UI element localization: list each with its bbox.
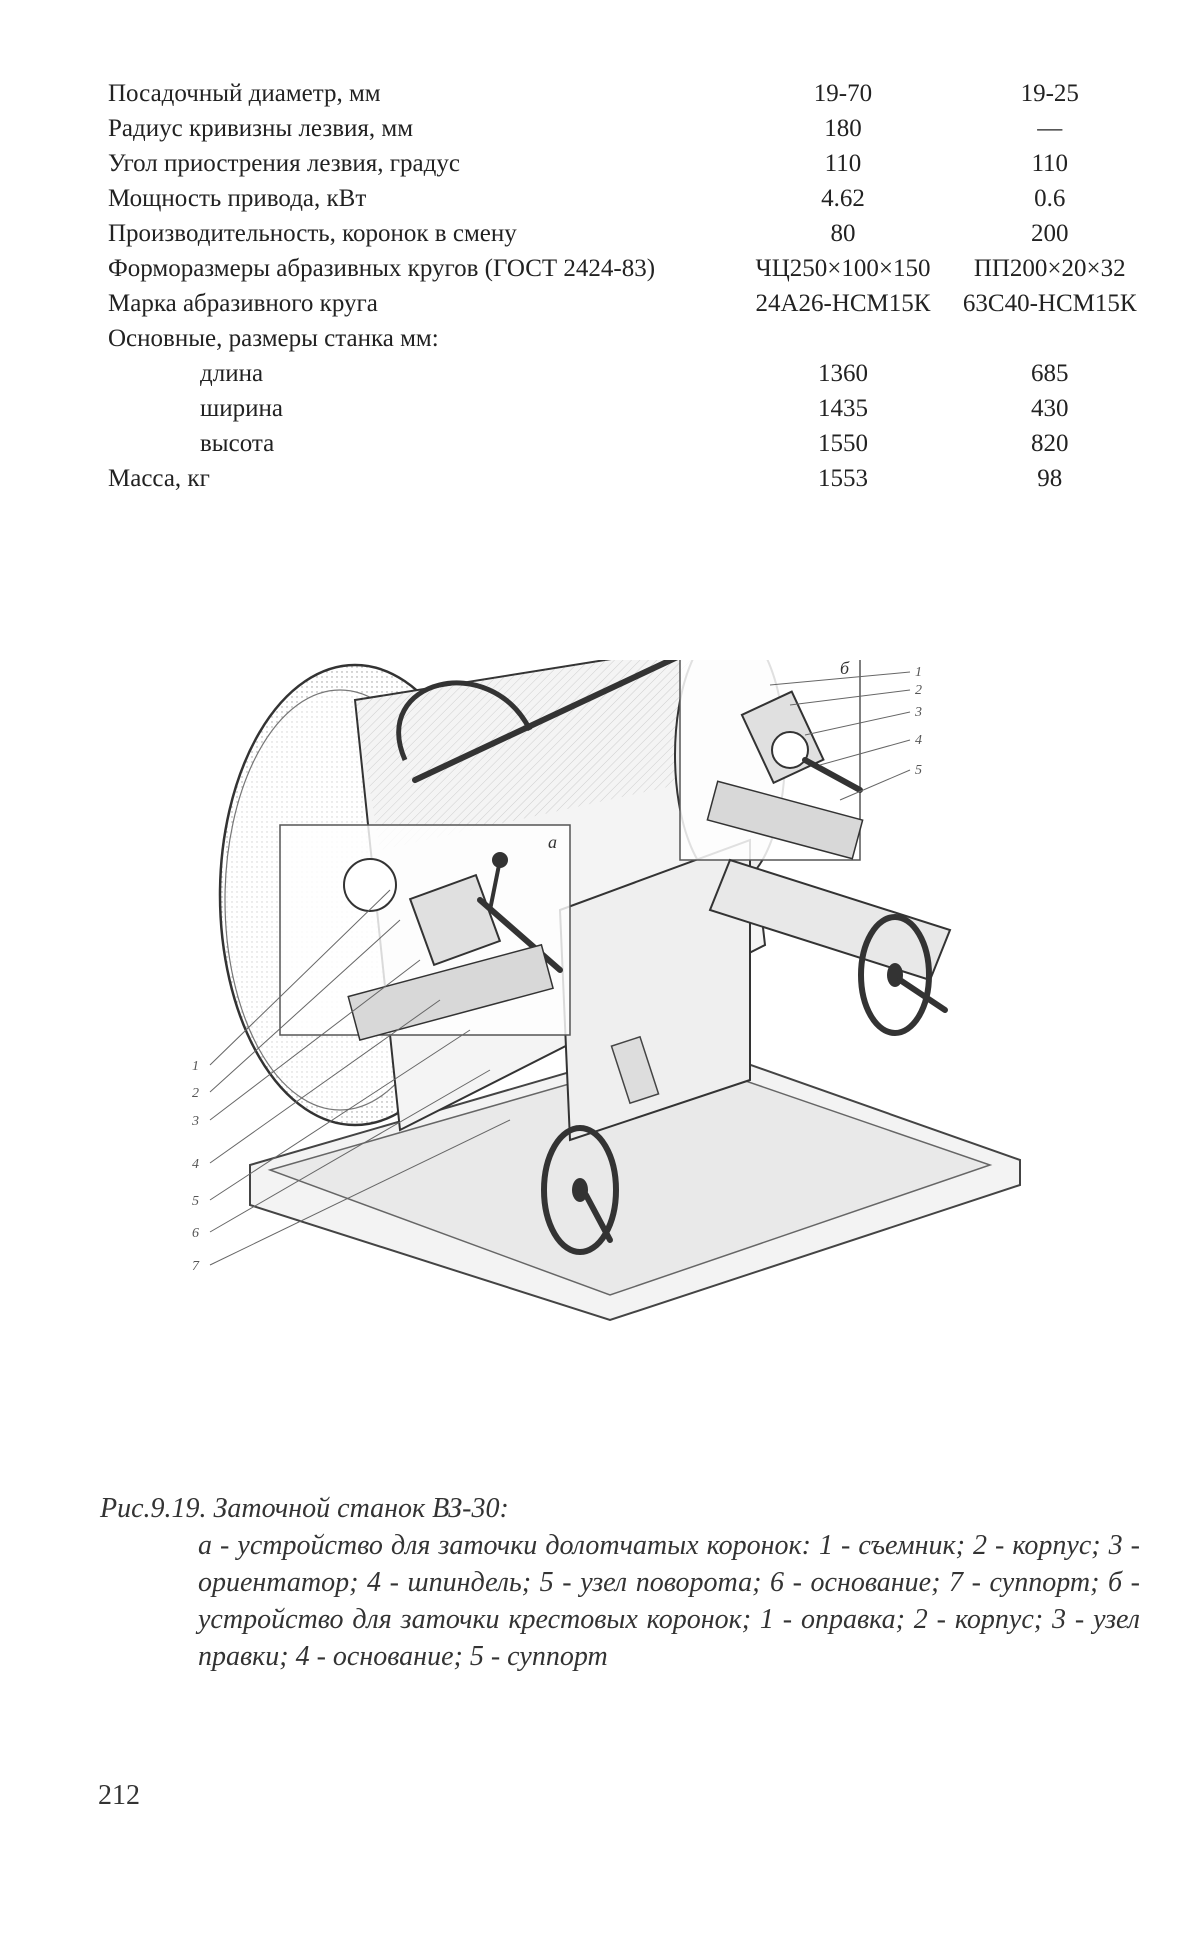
spec-value-1: 1360 [817,360,868,387]
spec-label: Радиус кривизны лезвия, мм [108,115,414,142]
spec-value-2: 685 [1030,360,1069,387]
spec-label: Масса, кг [108,465,210,492]
callout-right-4: 4 [915,733,922,748]
spec-value-1: 24А26-НСМ15К [755,290,931,317]
spec-value-2: 63С40-НСМ15К [962,290,1137,317]
spec-value-1 [734,321,951,356]
spec-value-1: 1550 [817,430,868,457]
spec-label: высота [200,430,275,457]
spec-value-2: 19-25 [1020,80,1079,107]
callout-left-1: 1 [192,1059,199,1074]
spec-label: ширина [200,395,283,422]
spec-value-2: 430 [1030,395,1069,422]
spec-value-1: 19-70 [813,80,873,107]
detail-label-a: а [548,832,557,852]
spec-value-1: 180 [824,115,862,142]
spec-label: Мощность привода, кВт [108,185,367,212]
callout-left-2: 2 [192,1086,199,1101]
spindle-b [772,732,808,768]
callout-left-5: 5 [192,1194,199,1209]
spec-value-2: ПП200×20×32 [973,255,1126,282]
spec-label: Посадочный диаметр, мм [108,80,381,107]
spec-row [108,76,1148,111]
callout-right-2: 2 [915,683,922,698]
spec-row [108,146,1148,181]
spec-label: Угол приострения лезвия, градус [108,150,460,177]
callout-right-5: 5 [915,763,922,778]
spec-label: Основные, размеры станка мм: [108,325,439,352]
spec-value-2 [951,321,1148,356]
specifications-table [108,76,1148,496]
spec-row [108,321,1148,356]
spec-label: Формоpазмеры абразивных кругов (ГОСТ 2424-83) [108,255,656,282]
spec-row [108,216,1148,251]
spec-row [108,286,1148,321]
spec-row [108,426,1148,461]
caption-title: Рис.9.19. Заточной станок ВЗ-30: [100,1493,509,1524]
callout-right-3: 3 [915,705,922,720]
spec-label: Марка абразивного круга [108,290,378,317]
figure-caption [100,1490,1140,1675]
spec-value-1: 1435 [817,395,868,422]
grinding-machine-illustration [190,660,1150,1430]
caption-text: а - устройство для заточки долотчатых коронок: 1 - съемник; 2 - корпус; 3 - ориентатор; 4 - шпиндель; 5 - узел поворота; 6 - основание; 7 - суппорт; б - устройство для заточки крестовых коронок; 1 - оправка; 2 - корпус; 3 - узел правки; 4 - основание; 5 - суппорт [198,1530,1140,1672]
spec-value-1: 4.62 [821,185,865,212]
spec-value-1: 110 [824,150,862,177]
spec-value-2: 200 [1030,220,1069,247]
callout-left-6: 6 [192,1226,199,1241]
spec-row [108,181,1148,216]
spec-value-1: 1553 [817,465,868,492]
callout-left-3: 3 [192,1114,199,1129]
spec-value-2: 0.6 [1034,185,1066,212]
spec-value-2: — [1037,115,1063,142]
page-number: 212 [98,1780,140,1811]
callout-right-1: 1 [915,665,922,680]
spec-label: длина [200,360,264,387]
spec-value-2: 98 [1037,465,1063,492]
callout-left-7: 7 [192,1259,199,1274]
spec-row [108,391,1148,426]
spec-row [108,111,1148,146]
machine-figure [190,660,1150,1430]
spindle-a [344,859,396,911]
spec-value-2: 110 [1031,150,1069,177]
spec-row [108,356,1148,391]
spec-value-1: ЧЦ250×100×150 [755,255,931,282]
spec-value-1: 80 [830,220,856,247]
spec-row [108,251,1148,286]
callout-left-4: 4 [192,1157,199,1172]
spec-label: Производительность, коронок в смену [108,220,517,247]
detail-label-b: б [840,660,850,678]
spec-row [108,461,1148,496]
spec-value-2: 820 [1030,430,1069,457]
